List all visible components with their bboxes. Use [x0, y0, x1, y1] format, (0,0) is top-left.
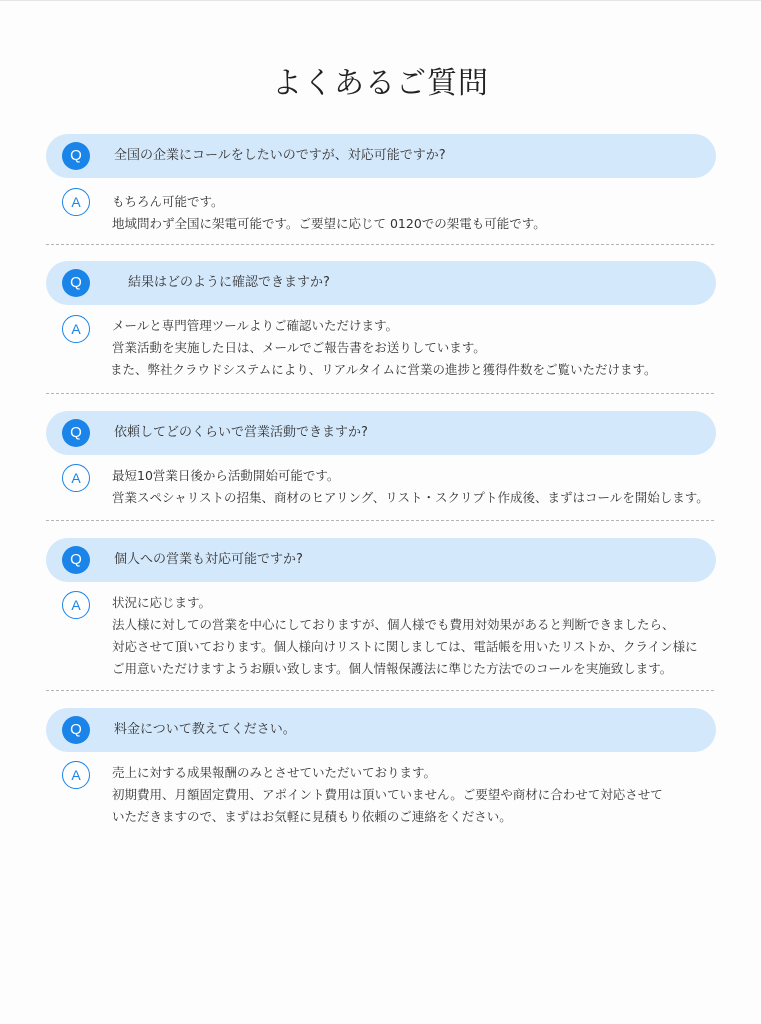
answer-text [112, 315, 657, 381]
faq-item-2 [46, 261, 716, 377]
q-badge-icon: Q [62, 269, 90, 297]
answer-line: 営業活動を実施した日は、メールでご報告書をお送りしています。 [112, 340, 486, 355]
q-badge-icon: Q [62, 546, 90, 574]
answer-line: 最短10営業日後から活動開始可能です。 [112, 468, 340, 483]
answer-line: 地域問わず全国に架電可能です。ご要望に応じて 0120での架電も可能です。 [112, 216, 546, 231]
a-badge-icon: A [62, 761, 90, 789]
question-bar[interactable] [46, 538, 716, 582]
question-bar[interactable] [46, 708, 716, 752]
a-badge-icon: A [62, 188, 90, 216]
answer-text [112, 465, 709, 509]
answer-line: 法人様に対しての営業を中心にしておりますが、個人様でも費用対効果があると判断できましたら、 [112, 617, 675, 632]
faq-item-1 [46, 134, 716, 231]
question-bar[interactable] [46, 261, 716, 305]
q-badge-icon: Q [62, 419, 90, 447]
answer-text [112, 592, 698, 680]
a-badge-icon: A [62, 315, 90, 343]
answer-line: 対応させて頂いております。個人様向けリストに関しましては、電話帳を用いたリストか、クライン様に [112, 639, 698, 654]
answer-line: 売上に対する成果報酬のみとさせていただいております。 [112, 765, 437, 780]
answer-line: もちろん可能です。 [112, 194, 224, 209]
faq-item-5 [46, 708, 716, 824]
question-text: 個人への営業も対応可能ですか? [114, 552, 303, 567]
answer-line: いただきますので、まずはお気軽に見積もり依頼のご連絡をください。 [112, 809, 512, 824]
question-text: 料金について教えてください。 [114, 722, 296, 737]
page-title: よくあるご質問 [272, 66, 489, 101]
a-badge-icon: A [62, 464, 90, 492]
answer-line: メールと専門管理ツールよりご確認いただけます。 [112, 318, 399, 333]
answer-line: ご用意いただけますようお願い致します。個人情報保護法に準じた方法でのコールを実施致します。 [112, 661, 673, 676]
faq-divider [46, 393, 714, 394]
a-badge-icon: A [62, 591, 90, 619]
question-text: 全国の企業にコールをしたいのですが、対応可能ですか? [114, 148, 446, 163]
faq-divider [46, 244, 714, 245]
question-text: 結果はどのように確認できますか? [128, 275, 330, 290]
top-border [0, 0, 761, 1]
faq-divider [46, 520, 714, 521]
faq-item-4 [46, 538, 716, 676]
answer-line: 状況に応じます。 [112, 595, 212, 610]
question-text: 依頼してどのくらいで営業活動できますか? [114, 425, 368, 440]
answer-line: 初期費用、月額固定費用、アポイント費用は頂いていません。ご要望や商材に合わせて対応させて [112, 787, 663, 802]
answer-line: また、弊社クラウドシステムにより、リアルタイムに営業の進捗と獲得件数をご覧いただけます。 [110, 362, 657, 377]
answer-text [112, 762, 663, 828]
q-badge-icon: Q [62, 142, 90, 170]
answer-line: 営業スペシャリストの招集、商材のヒアリング、リスト・スクリプト作成後、まずはコールを開始します。 [112, 490, 709, 505]
question-bar[interactable] [46, 411, 716, 455]
question-bar[interactable] [46, 134, 716, 178]
q-badge-icon: Q [62, 716, 90, 744]
faq-divider [46, 690, 714, 691]
answer-text [112, 191, 546, 235]
faq-item-3 [46, 411, 716, 505]
